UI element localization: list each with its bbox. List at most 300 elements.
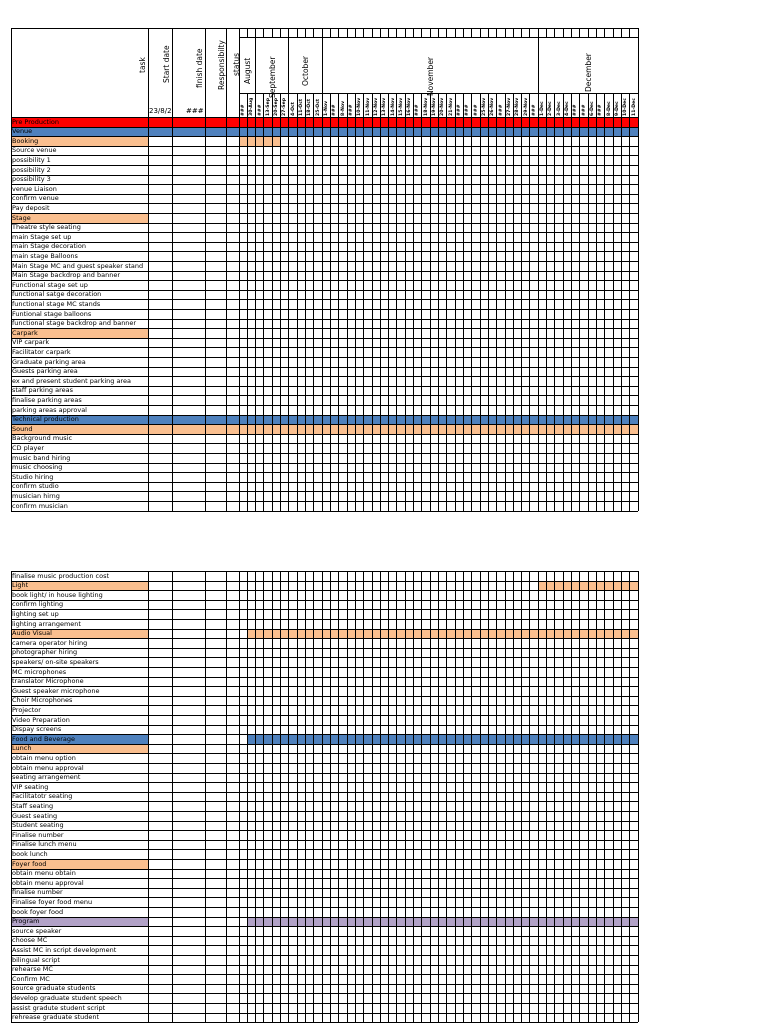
grid-line: [538, 93, 539, 117]
grid-line: [239, 28, 240, 37]
grid-line: [463, 28, 464, 37]
task-row-label: Foyer food: [12, 859, 47, 868]
grid-line: [11, 869, 638, 870]
grid-line: [521, 28, 522, 37]
date-label: 21-Nov: [448, 97, 454, 116]
month-label: November: [425, 56, 435, 96]
grid-line: [513, 93, 514, 117]
task-row-label: obtain menu option: [12, 753, 76, 762]
grid-line: [604, 571, 605, 1022]
task-row-label: Sound: [12, 424, 33, 433]
date-label: ###: [498, 104, 504, 116]
grid-line: [11, 657, 638, 658]
grid-line: [297, 117, 298, 511]
grid-line: [11, 472, 638, 473]
grid-line: [629, 93, 630, 117]
grid-line: [629, 571, 630, 1022]
task-row-label: develop graduate student speech: [12, 993, 122, 1002]
grid-line: [11, 299, 638, 300]
grid-line: [613, 93, 614, 117]
grid-line: [363, 571, 364, 1022]
grid-line: [11, 127, 638, 128]
task-row-label: obtain menu obtain: [12, 869, 76, 878]
grid-line: [571, 28, 572, 37]
grid-line: [579, 93, 580, 117]
task-row-label: Program: [12, 917, 40, 926]
grid-line: [11, 878, 638, 879]
task-row-label: confirm lighting: [12, 600, 64, 609]
task-row-label: assist gradute student script: [12, 1003, 106, 1012]
grid-line: [430, 571, 431, 1022]
grid-line: [11, 840, 638, 841]
grid-line: [538, 117, 539, 511]
date-label: 1-Dec: [540, 101, 546, 116]
grid-line: [388, 28, 389, 37]
grid-line: [480, 93, 481, 117]
grid-line: [438, 571, 439, 1022]
grid-line: [338, 28, 339, 37]
date-label: 11-Dec: [631, 98, 637, 116]
grid-line: [280, 28, 281, 37]
date-label: ###: [531, 104, 537, 116]
grid-line: [11, 184, 638, 185]
grid-line: [288, 93, 289, 117]
grid-line: [11, 667, 638, 668]
grid-line: [571, 571, 572, 1022]
grid-line: [496, 571, 497, 1022]
task-row-label: confirm venue: [12, 194, 59, 203]
task-row-label: choose MC: [12, 936, 48, 945]
grid-line: [563, 571, 564, 1022]
task-row-label: main stage Balloons: [12, 251, 78, 260]
grid-line: [596, 117, 597, 511]
grid-line: [372, 93, 373, 117]
task-row-label: Graduate parking area: [12, 357, 86, 366]
grid-line: [11, 888, 638, 889]
grid-line: [239, 117, 240, 511]
task-row-label: Finalise foyer food menu: [12, 897, 93, 906]
grid-line: [546, 93, 547, 117]
task-row-label: Video Preparation: [12, 715, 70, 724]
grid-line: [247, 28, 248, 37]
grid-line: [226, 571, 227, 1022]
task-row-label: Stage: [12, 213, 31, 222]
task-row-label: Main Stage MC and guest speaker stand: [12, 261, 144, 270]
task-row-label: confirm musician: [12, 501, 68, 510]
grid-line: [11, 405, 638, 406]
date-label: 12-Nov: [373, 97, 379, 116]
task-row-label: finalise music production cost: [12, 571, 109, 580]
task-row-label: Funtional stage balloons: [12, 309, 92, 318]
grid-line: [338, 117, 339, 511]
grid-line: [272, 28, 273, 37]
grid-line: [305, 93, 306, 117]
grid-line: [11, 511, 638, 512]
grid-line: [313, 571, 314, 1022]
grid-line: [297, 571, 298, 1022]
task-row-label: ex and present student parking area: [12, 376, 131, 385]
grid-line: [247, 117, 248, 511]
task-row-label: Guest speaker microphone: [12, 686, 100, 695]
grid-line: [546, 571, 547, 1022]
grid-line: [330, 571, 331, 1022]
grid-line: [604, 117, 605, 511]
grid-line: [148, 28, 149, 117]
grid-line: [413, 117, 414, 511]
grid-line: [226, 117, 227, 511]
grid-line: [11, 926, 638, 927]
date-label: 14-Nov: [390, 97, 396, 116]
grid-line: [297, 93, 298, 117]
grid-line: [11, 571, 12, 1022]
date-label: 8-Dec: [606, 101, 612, 116]
task-row-label: main Stage decoration: [12, 242, 86, 251]
grid-line: [413, 93, 414, 117]
grid-line: [463, 93, 464, 117]
grid-line: [11, 223, 638, 224]
grid-line: [11, 491, 638, 492]
task-row-label: Theatre style seating: [12, 223, 81, 232]
grid-line: [288, 117, 289, 511]
grid-line: [521, 571, 522, 1022]
grid-line: [11, 705, 638, 706]
grid-line: [355, 571, 356, 1022]
grid-line: [405, 93, 406, 117]
task-row-label: finalise parking areas: [12, 395, 82, 404]
date-label: 10-Dec: [623, 98, 629, 116]
grid-line: [571, 117, 572, 511]
date-label: 11-Oct: [299, 98, 305, 116]
grid-line: [172, 571, 173, 1022]
grid-line: [546, 28, 547, 37]
grid-line: [11, 821, 638, 822]
grid-line: [613, 28, 614, 37]
column-header-start-date: Start date: [161, 45, 171, 83]
grid-line: [554, 93, 555, 117]
grid-line: [11, 136, 638, 137]
grid-line: [11, 955, 638, 956]
grid-line: [330, 28, 331, 37]
task-row-label: Background music: [12, 434, 73, 443]
grid-line: [11, 175, 638, 176]
grid-line: [11, 376, 638, 377]
task-row-label: rehearse MC: [12, 965, 53, 974]
grid-line: [363, 28, 364, 37]
grid-line: [11, 261, 638, 262]
grid-line: [463, 571, 464, 1022]
grid-line: [313, 117, 314, 511]
grid-line: [338, 93, 339, 117]
date-label: ###: [257, 104, 263, 116]
grid-line: [11, 974, 638, 975]
grid-line: [521, 93, 522, 117]
date-label: 13-Sep: [265, 97, 271, 116]
task-row-label: speakers/ on-site speakers: [12, 657, 99, 666]
task-row-label: Choir Microphones: [12, 696, 73, 705]
grid-line: [421, 571, 422, 1022]
grid-line: [638, 571, 639, 1022]
grid-line: [538, 571, 539, 1022]
grid-line: [505, 93, 506, 117]
grid-line: [396, 117, 397, 511]
grid-line: [529, 93, 530, 117]
grid-line: [596, 28, 597, 37]
date-label: 4-Dec: [565, 101, 571, 116]
grid-line: [11, 744, 638, 745]
grid-line: [11, 725, 638, 726]
task-row-label: source graduate students: [12, 984, 96, 993]
grid-line: [11, 571, 638, 572]
task-row-label: functional stage MC stands: [12, 299, 101, 308]
date-label: ###: [240, 104, 246, 116]
grid-line: [446, 28, 447, 37]
grid-line: [263, 117, 264, 511]
grid-line: [347, 117, 348, 511]
grid-line: [438, 93, 439, 117]
date-label: ###: [465, 104, 471, 116]
grid-line: [463, 117, 464, 511]
task-row-label: Main Stage backdrop and banner: [12, 271, 121, 280]
grid-line: [11, 501, 638, 502]
grid-line: [11, 213, 638, 214]
grid-line: [496, 28, 497, 37]
grid-line: [355, 28, 356, 37]
task-row-label: Source venue: [12, 146, 57, 155]
grid-line: [11, 347, 638, 348]
grid-line: [563, 28, 564, 37]
grid-line: [297, 28, 298, 37]
grid-line: [496, 93, 497, 117]
task-row-label: Facilitatotr seating: [12, 792, 73, 801]
grid-line: [11, 753, 638, 754]
grid-line: [322, 117, 323, 511]
grid-line: [588, 93, 589, 117]
task-row-label: Confirm MC: [12, 974, 50, 983]
date-label: 30-Aug: [249, 97, 255, 116]
grid-line: [239, 37, 638, 38]
grid-line: [604, 28, 605, 37]
month-label: August: [242, 57, 252, 84]
grid-line: [239, 93, 240, 117]
grid-line: [363, 93, 364, 117]
date-label: 3-Dec: [556, 101, 562, 116]
grid-line: [11, 1013, 638, 1014]
grid-line: [11, 443, 638, 444]
grid-line: [11, 280, 638, 281]
date-label: 18-Nov: [423, 97, 429, 116]
column-header-status: status: [231, 52, 241, 76]
grid-line: [421, 28, 422, 37]
grid-line: [471, 28, 472, 37]
grid-line: [604, 93, 605, 117]
date-label: 25-Nov: [481, 97, 487, 116]
task-row-label: Assist MC in script development: [12, 945, 117, 954]
grid-line: [11, 203, 638, 204]
grid-line: [11, 648, 638, 649]
grid-line: [11, 849, 638, 850]
task-row-label: Pay deposit: [12, 203, 50, 212]
date-label: 19-Nov: [432, 97, 438, 116]
grid-line: [11, 155, 638, 156]
grid-line: [280, 571, 281, 1022]
task-row-label: venue Liaison: [12, 184, 57, 193]
grid-line: [11, 715, 638, 716]
task-row-label: VIP carpark: [12, 338, 50, 347]
grid-line: [355, 93, 356, 117]
date-label: 13-Nov: [382, 97, 388, 116]
task-row-label: obtain menu approval: [12, 878, 84, 887]
grid-line: [11, 638, 638, 639]
grid-line: [263, 93, 264, 117]
grid-line: [11, 271, 638, 272]
grid-line: [613, 571, 614, 1022]
date-label: 20-Sep: [274, 97, 280, 116]
grid-line: [239, 571, 240, 1022]
grid-line: [305, 28, 306, 37]
grid-line: [11, 251, 638, 252]
task-row-label: Guests parking area: [12, 367, 78, 376]
grid-line: [322, 28, 323, 37]
grid-line: [11, 917, 638, 918]
grid-line: [272, 571, 273, 1022]
grid-line: [11, 463, 638, 464]
grid-line: [588, 117, 589, 511]
date-label: 26-Nov: [490, 97, 496, 116]
grid-line: [11, 590, 638, 591]
grid-line: [11, 434, 638, 435]
grid-line: [488, 117, 489, 511]
grid-line: [380, 93, 381, 117]
month-label: September: [267, 56, 277, 98]
date-label: ###: [573, 104, 579, 116]
grid-line: [11, 424, 638, 425]
grid-line: [529, 117, 530, 511]
grid-line: [372, 117, 373, 511]
grid-line: [172, 28, 173, 117]
task-row-label: Dispay screens: [12, 725, 62, 734]
grid-line: [11, 734, 638, 735]
date-label: 2-Dec: [548, 101, 554, 116]
grid-line: [11, 117, 638, 118]
grid-line: [11, 386, 638, 387]
task-row-label: finalise number: [12, 888, 63, 897]
grid-line: [255, 93, 256, 117]
grid-line: [11, 984, 638, 985]
grid-line: [596, 93, 597, 117]
task-row-label: possibility 1: [12, 155, 51, 164]
grid-line: [480, 571, 481, 1022]
grid-line: [488, 28, 489, 37]
date-label: 25-Oct: [315, 98, 321, 116]
grid-line: [396, 93, 397, 117]
date-label: ###: [457, 104, 463, 116]
task-row-label: music band hiring: [12, 453, 71, 462]
grid-line: [529, 28, 530, 37]
grid-line: [554, 28, 555, 37]
date-label: 8-Nov: [340, 100, 346, 116]
grid-line: [421, 117, 422, 511]
column-header-responsibility: Responsibilty: [216, 40, 226, 90]
date-label: 27-Sep: [282, 97, 288, 116]
task-row-label: camera operator hiring: [12, 638, 88, 647]
date-label: 28-Nov: [515, 97, 521, 116]
grid-line: [11, 482, 638, 483]
grid-line: [11, 453, 638, 454]
grid-line: [11, 859, 638, 860]
date-label: ###: [581, 104, 587, 116]
task-row-label: seating arrangement: [12, 773, 81, 782]
date-label: 20-Nov: [440, 97, 446, 116]
task-row-label: possibility 2: [12, 165, 51, 174]
task-row-label: functional stage backdrop and banner: [12, 319, 137, 328]
grid-line: [11, 696, 638, 697]
task-row-label: Studio hiring: [12, 472, 54, 481]
grid-line: [11, 782, 638, 783]
grid-line: [11, 194, 638, 195]
grid-line: [554, 571, 555, 1022]
date-label: 29-Nov: [523, 97, 529, 116]
grid-line: [446, 571, 447, 1022]
date-label: 10-Nov: [357, 97, 363, 116]
grid-line: [613, 117, 614, 511]
grid-line: [380, 28, 381, 37]
grid-line: [638, 28, 639, 37]
grid-line: [588, 571, 589, 1022]
date-label: 16-Nov: [407, 97, 413, 116]
grid-line: [11, 830, 638, 831]
grid-line: [11, 28, 12, 117]
task-row-label: Carpark: [12, 328, 38, 337]
grid-line: [322, 93, 323, 117]
grid-line: [11, 945, 638, 946]
date-label: 15-Nov: [398, 97, 404, 116]
grid-line: [471, 571, 472, 1022]
grid-line: [430, 28, 431, 37]
grid-line: [255, 571, 256, 1022]
grid-line: [330, 117, 331, 511]
grid-line: [11, 415, 638, 416]
task-row-label: obtain menu approval: [12, 763, 84, 772]
task-row-label: Finalise number: [12, 830, 64, 839]
grid-line: [396, 28, 397, 37]
grid-line: [380, 571, 381, 1022]
grid-line: [347, 571, 348, 1022]
grid-line: [11, 117, 12, 511]
grid-line: [338, 571, 339, 1022]
grid-line: [505, 117, 506, 511]
task-row-label: staff parking areas: [12, 386, 74, 395]
grid-line: [455, 571, 456, 1022]
grid-line: [588, 28, 589, 37]
grid-line: [529, 571, 530, 1022]
date-label: 4-Oct: [290, 102, 296, 116]
date-label: 1-Nov: [324, 100, 330, 116]
grid-line: [638, 117, 639, 511]
grid-line: [513, 571, 514, 1022]
grid-line: [11, 792, 638, 793]
task-row-label: Guest seating: [12, 811, 58, 820]
grid-line: [305, 117, 306, 511]
grid-line: [11, 965, 638, 966]
grid-line: [263, 28, 264, 37]
grid-line: [11, 1022, 638, 1023]
task-row-label: Finalise lunch menu: [12, 840, 77, 849]
grid-line: [413, 571, 414, 1022]
date-label: 9-Dec: [614, 101, 620, 116]
task-row-label: main Stage set up: [12, 232, 72, 241]
grid-line: [11, 763, 638, 764]
grid-line: [11, 801, 638, 802]
